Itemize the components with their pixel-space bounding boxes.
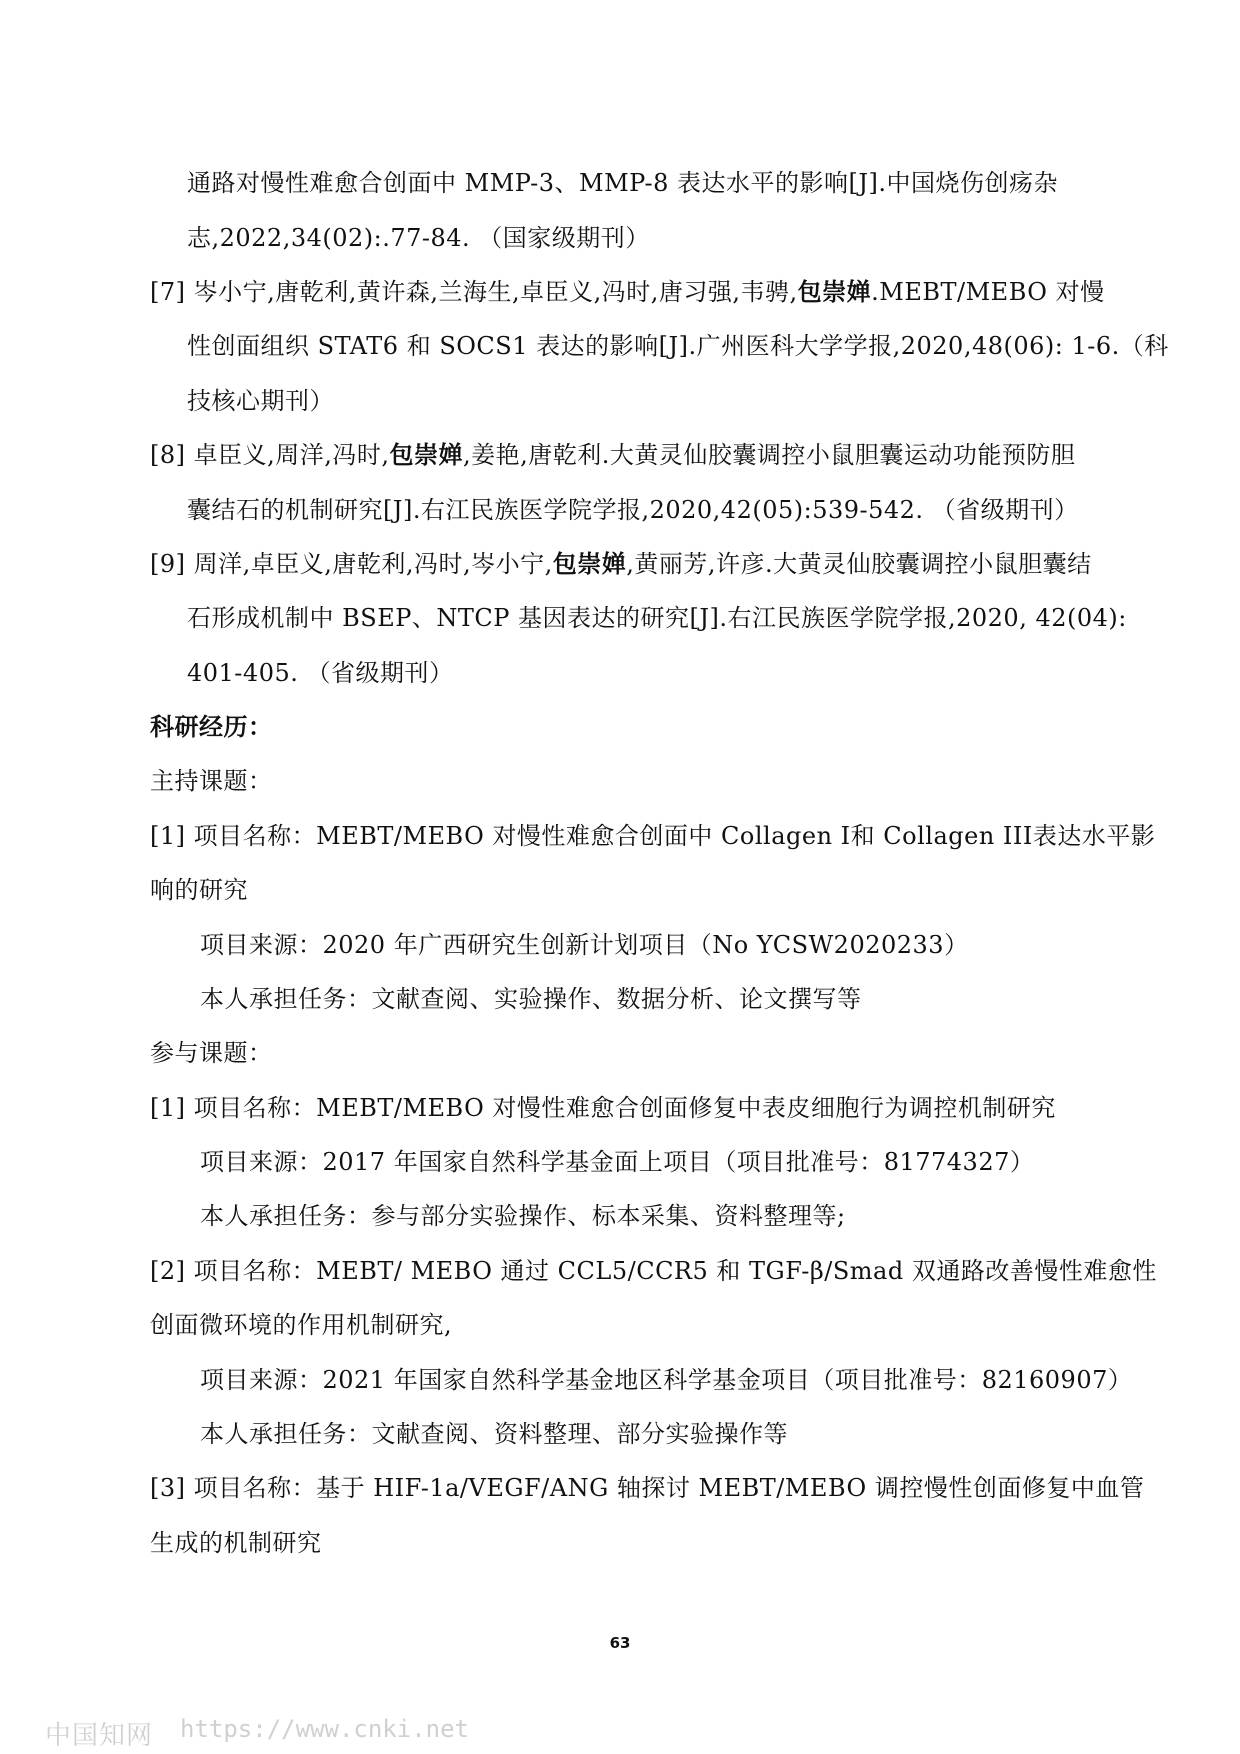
hosted-project-1-line-2: 响的研究 (150, 876, 248, 904)
reference-6-line-3: 志,2022,34(02):.77-84. （国家级期刊） (187, 224, 650, 252)
highlighted-author: 包崇婵 (389, 440, 464, 469)
participated-project-1: [1] 项目名称：MEBT/MEBO 对慢性难愈合创面修复中表皮细胞行为调控机制研究 (150, 1094, 1056, 1122)
hosted-project-1-task: 本人承担任务：文献查阅、实验操作、数据分析、论文撰写等 (200, 985, 862, 1013)
participated-project-2: [2] 项目名称：MEBT/ MEBO 通过 CCL5/CCR5 和 TGF-β/Smad 双通路改善慢性难愈性 (150, 1257, 1157, 1285)
reference-7-line-2: 性创面组织 STAT6 和 SOCS1 表达的影响[J].广州医科大学学报,2020,48(06): 1-6.（科 (187, 332, 1169, 360)
reference-8-text-end: ,姜艳,唐乾利.大黄灵仙胶囊调控小鼠胆囊运动功能预防胆 (463, 441, 1076, 469)
subheading-participated-projects: 参与课题： (150, 1039, 273, 1067)
watermark-url: https://www.cnki.net (180, 1715, 469, 1743)
participated-project-3: [3] 项目名称：基于 HIF-1a/VEGF/ANG 轴探讨 MEBT/MEBO 调控慢性创面修复中血管 (150, 1474, 1145, 1502)
watermark-logo: 中国知网 (45, 1721, 154, 1751)
participated-project-2-line-2: 创面微环境的作用机制研究, (150, 1311, 453, 1339)
reference-7-text-end: .MEBT/MEBO 对慢 (871, 278, 1105, 306)
reference-9-text-end: ,黄丽芳,许彦.大黄灵仙胶囊调控小鼠胆囊结 (626, 550, 1092, 578)
reference-9-line-2: 石形成机制中 BSEP、NTCP 基因表达的研究[J].右江民族医学院学报,2020, 42(04): (187, 604, 1127, 632)
reference-6-line-2: 通路对慢性难愈合创面中 MMP-3、MMP-8 表达水平的影响[J].中国烧伤创疡杂 (187, 169, 1058, 197)
reference-9-text: [9] 周洋,卓臣义,唐乾利,冯时,岑小宁, (150, 550, 553, 578)
page-number: 63 (609, 1634, 631, 1652)
highlighted-author: 包崇婵 (552, 549, 627, 578)
reference-7-line-3: 技核心期刊） (187, 387, 334, 415)
reference-9 (150, 549, 1090, 579)
section-heading-research-experience: 科研经历： (150, 712, 273, 741)
reference-8-text: [8] 卓臣义,周洋,冯时, (150, 441, 390, 469)
participated-project-3-line-2: 生成的机制研究 (150, 1529, 322, 1557)
hosted-project-1: [1] 项目名称：MEBT/MEBO 对慢性难愈合创面中 Collagen I和 Collagen III表达水平影 (150, 822, 1156, 850)
participated-project-2-task: 本人承担任务：文献查阅、资料整理、部分实验操作等 (200, 1420, 788, 1448)
reference-8-line-2: 囊结石的机制研究[J].右江民族医学院学报,2020,42(05):539-542. （省级期刊） (187, 496, 1079, 524)
reference-7 (150, 277, 1105, 307)
participated-project-1-source: 项目来源：2017 年国家自然科学基金面上项目（项目批准号：81774327） (200, 1148, 1035, 1176)
reference-9-line-3: 401-405. （省级期刊） (187, 659, 454, 687)
hosted-project-1-source: 项目来源：2020 年广西研究生创新计划项目（No YCSW2020233） (200, 931, 969, 959)
participated-project-1-task: 本人承担任务：参与部分实验操作、标本采集、资料整理等; (200, 1202, 846, 1230)
subheading-hosted-projects: 主持课题： (150, 767, 273, 795)
participated-project-2-source: 项目来源：2021 年国家自然科学基金地区科学基金项目（项目批准号：82160907） (200, 1366, 1133, 1394)
reference-7-text: [7] 岑小宁,唐乾利,黄许森,兰海生,卓臣义,冯时,唐习强,韦骋, (150, 278, 798, 306)
highlighted-author: 包崇婵 (797, 277, 872, 306)
reference-8 (150, 440, 1090, 470)
